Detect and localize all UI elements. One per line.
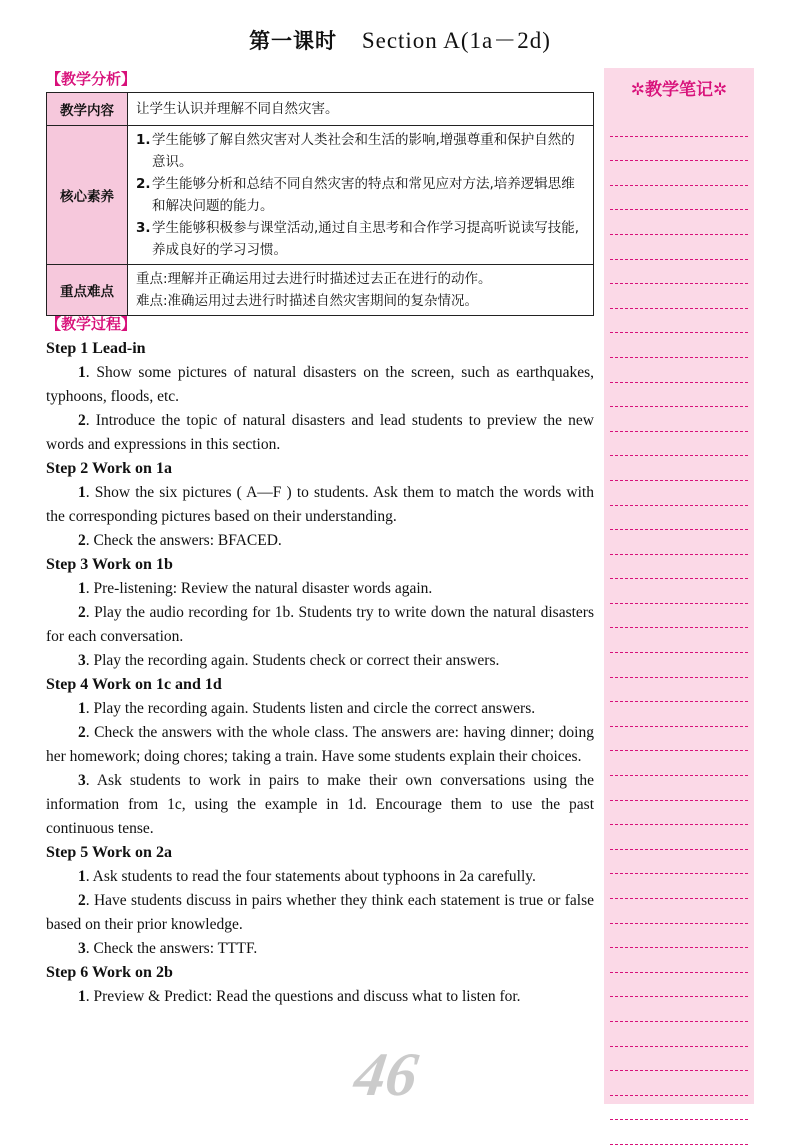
note-line	[610, 1022, 748, 1047]
note-line	[610, 1096, 748, 1121]
step-item: 3. Ask students to work in pairs to make their own conversations using the information from 1c, using the example in 1d. Encourage them to use the past continuous tense.	[46, 772, 594, 837]
teaching-process	[46, 337, 594, 1009]
analysis-table	[46, 92, 594, 316]
list-number: 2.	[136, 176, 151, 192]
note-line	[610, 333, 748, 358]
lesson-title-en: Section A(1a－2d)	[361, 28, 551, 53]
note-line	[610, 702, 748, 727]
note-line	[610, 801, 748, 826]
note-line	[610, 579, 748, 604]
list-number: 1.	[136, 132, 151, 148]
note-line	[610, 899, 748, 924]
step-item: 2. Play the audio recording for 1b. Students try to write down the natural disasters for each conversation.	[46, 604, 594, 645]
table-row	[47, 265, 594, 316]
note-line	[610, 112, 748, 137]
note-line	[610, 309, 748, 334]
step-item: 1. Play the recording again. Students listen and circle the correct answers.	[78, 700, 536, 717]
step-title: Step 6 Work on 2b	[46, 964, 173, 981]
note-line	[610, 432, 748, 457]
note-line	[610, 604, 748, 629]
note-line	[610, 874, 748, 899]
note-line	[610, 850, 748, 875]
row-key-competence: 核心素养	[47, 126, 128, 265]
note-line	[610, 235, 748, 260]
step-item: 3. Play the recording again. Students check or correct their answers.	[78, 652, 500, 669]
note-line	[610, 997, 748, 1022]
step-item: 2. Check the answers: BFACED.	[78, 532, 282, 549]
note-line	[610, 751, 748, 776]
process-label: 【教学过程】	[46, 315, 137, 333]
note-line	[610, 407, 748, 432]
row-key-content: 教学内容	[47, 93, 128, 126]
note-line	[610, 358, 748, 383]
notes-title: ✲教学笔记✲	[630, 80, 728, 100]
step-item: 1. Preview & Predict: Read the questions and discuss what to listen for.	[78, 988, 521, 1005]
note-line	[610, 161, 748, 186]
row-value-content: 让学生认识并理解不同自然灾害。	[128, 93, 594, 126]
note-line	[610, 776, 748, 801]
note-line	[610, 210, 748, 235]
list-text: 学生能够分析和总结不同自然灾害的特点和常见应对方法,培养逻辑思维和解决问题的能力。	[152, 176, 575, 214]
table-row	[47, 126, 594, 265]
step-item: 3. Check the answers: TTTF.	[78, 940, 258, 957]
step-title: Step 5 Work on 2a	[46, 844, 172, 861]
table-row	[47, 93, 594, 126]
note-line	[610, 727, 748, 752]
note-line	[610, 924, 748, 949]
step-item: 1. Show the six pictures ( A—F ) to students. Ask them to match the words with the corresponding pictures based on their understanding.	[46, 484, 594, 525]
key-point: 重点:理解并正确运用过去进行时描述过去正在进行的动作。	[136, 271, 492, 287]
note-line	[610, 137, 748, 162]
lesson-title-cn: 第一课时	[249, 29, 338, 53]
note-line	[610, 284, 748, 309]
note-line	[610, 555, 748, 580]
note-line	[610, 1120, 748, 1145]
list-number: 3.	[136, 220, 151, 236]
note-line	[610, 530, 748, 555]
row-value-competence	[128, 126, 594, 265]
note-line	[610, 260, 748, 285]
step-title: Step 2 Work on 1a	[46, 460, 172, 477]
note-line	[610, 825, 748, 850]
row-value-focus	[128, 265, 594, 316]
step-item: 2. Check the answers with the whole class. The answers are: having dinner; doing her homework; doing chores; taking a train. Have some students explain their choices.	[46, 724, 594, 765]
note-line	[610, 628, 748, 653]
note-line	[610, 948, 748, 973]
step-item: 2. Introduce the topic of natural disasters and lead students to preview the new words and expressions in this section.	[46, 412, 594, 453]
note-line	[610, 383, 748, 408]
list-text: 学生能够了解自然灾害对人类社会和生活的影响,增强尊重和保护自然的意识。	[152, 132, 575, 170]
note-line	[610, 1071, 748, 1096]
step-item: 1. Ask students to read the four statements about typhoons in 2a carefully.	[78, 868, 536, 885]
note-line	[610, 186, 748, 211]
note-line	[610, 653, 748, 678]
row-key-focus: 重点难点	[47, 265, 128, 316]
step-item: 1. Pre-listening: Review the natural disaster words again.	[78, 580, 433, 597]
list-item	[136, 173, 585, 217]
note-line	[610, 481, 748, 506]
step-item: 2. Have students discuss in pairs whether they think each statement is true or false based on their prior knowledge.	[46, 892, 594, 933]
note-line	[610, 678, 748, 703]
page-number: 46	[350, 1041, 422, 1109]
page-title	[0, 22, 800, 55]
list-item	[136, 217, 585, 261]
step-title: Step 3 Work on 1b	[46, 556, 173, 573]
difficult-point: 难点:准确运用过去进行时描述自然灾害期间的复杂情况。	[136, 293, 479, 309]
notes-panel	[604, 68, 754, 1104]
note-line	[610, 456, 748, 481]
step-title: Step 1 Lead-in	[46, 340, 146, 357]
step-title: Step 4 Work on 1c and 1d	[46, 676, 222, 693]
list-item	[136, 129, 585, 173]
notes-lines	[604, 112, 754, 1145]
note-line	[610, 1047, 748, 1072]
note-line	[610, 973, 748, 998]
step-item: 1. Show some pictures of natural disasters on the screen, such as earthquakes, typhoons, floods, etc.	[46, 364, 594, 405]
list-text: 学生能够积极参与课堂活动,通过自主思考和合作学习提高听说读写技能,养成良好的学习习惯。	[152, 220, 580, 258]
note-line	[610, 506, 748, 531]
analysis-label: 【教学分析】	[46, 70, 137, 88]
